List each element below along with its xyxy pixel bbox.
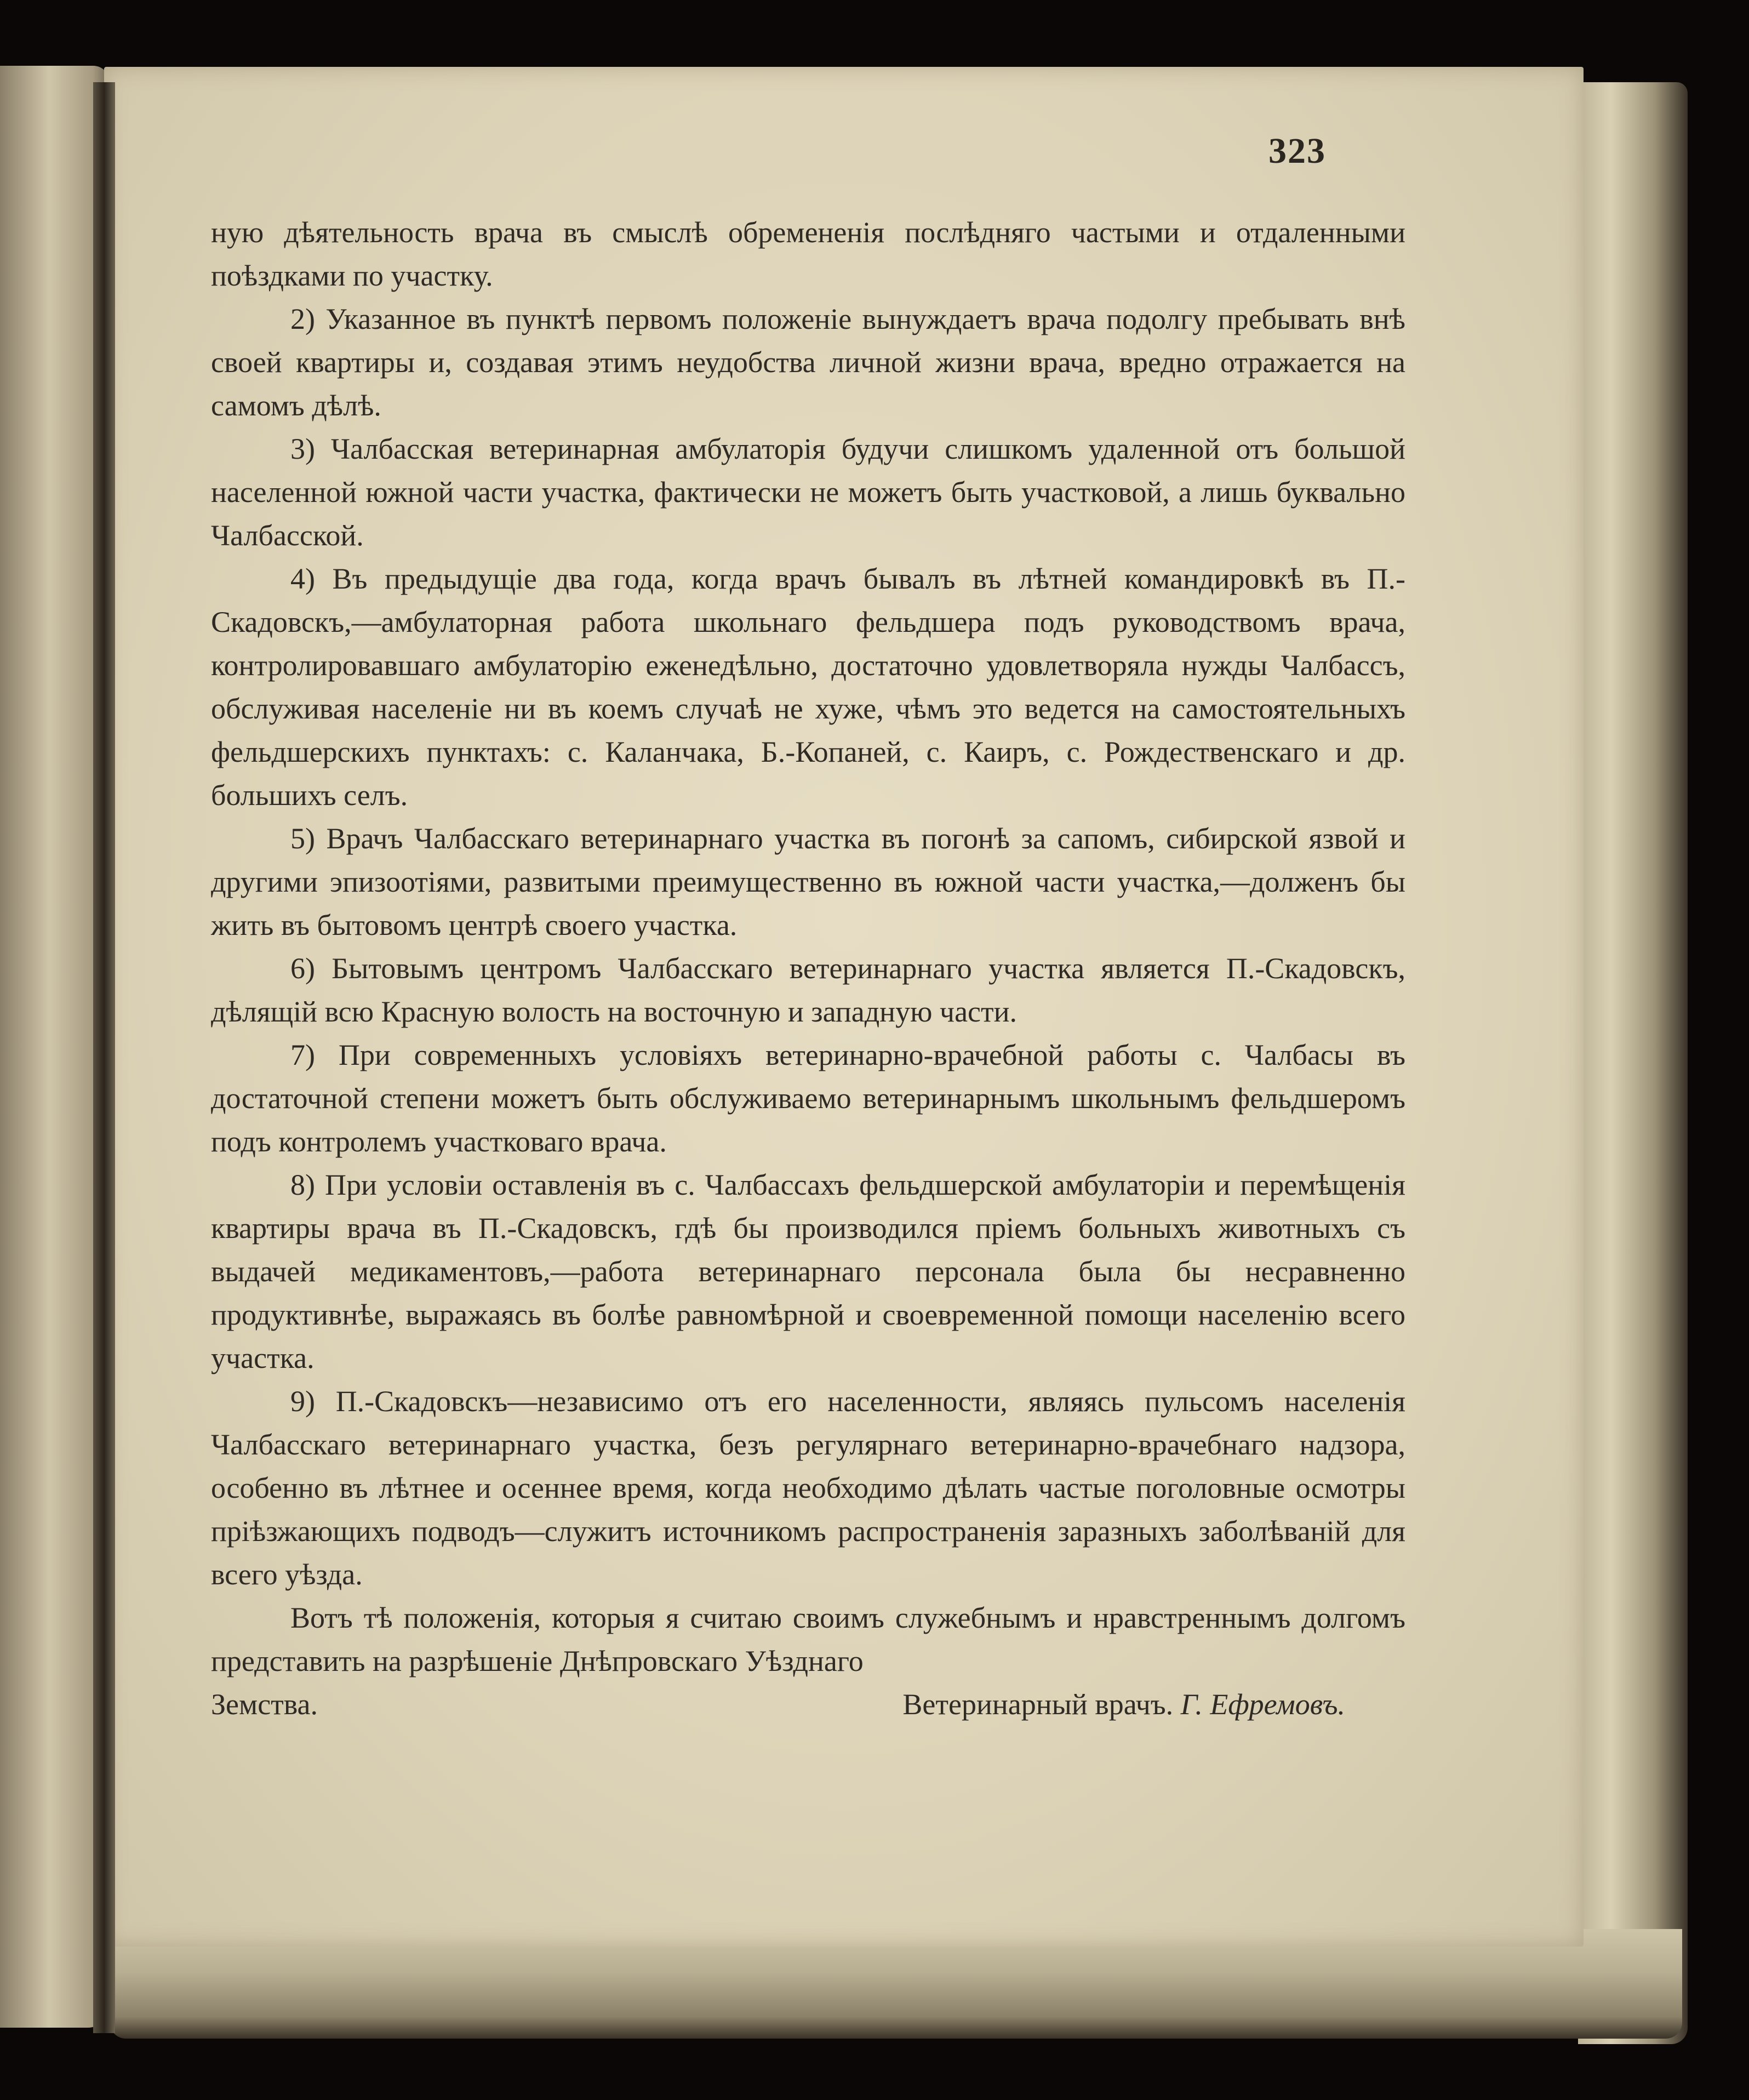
paragraph-point-4: 4) Въ предыдущіе два года, когда врачъ бывалъ въ лѣтней командировкѣ въ П.-Скадовскъ,—амбулаторная работа школьнаго фельдшера подъ руководствомъ врача, контролировавшаго амбулаторію еженедѣльно, достаточно удовлетворяла нужды Чалбассъ, обслуживая населеніе ни въ коемъ случаѣ не хуже, чѣмъ это ведется на самостоятельныхъ фельдшерскихъ пунктахъ: с. Каланчака, Б.-Копаней, с. Каиръ, с. Рождественскаго и др. большихъ селъ. bbox=[211, 562, 1405, 812]
book-gutter bbox=[93, 82, 115, 2033]
signature-title: Ветеринарный врачъ. bbox=[902, 1688, 1174, 1721]
closing-last-word: Земства. bbox=[211, 1688, 318, 1721]
paragraph-point-9: 9) П.-Скадовскъ—независимо отъ его населенности, являясь пульсомъ населенія Чалбасскаго ветеринарнаго участка, безъ регулярнаго ветеринарно-врачебнаго надзора, особенно въ лѣтнее и осеннее время, когда необходимо дѣлать частые поголовные осмотры пріѣзжающихъ подводъ—служитъ источникомъ распространенія заразныхъ заболѣваній для всего уѣзда. bbox=[211, 1385, 1405, 1591]
paragraph-point-2: 2) Указанное въ пунктѣ первомъ положеніе вынуждаетъ врача подолгу пребывать внѣ своей квартиры и, создавая этимъ неудобства личной жизни врача, вредно отражается на самомъ дѣлѣ. bbox=[211, 303, 1405, 422]
signature bbox=[902, 1683, 1405, 1726]
paragraph-point-5: 5) Врачъ Чалбасскаго ветеринарнаго участка въ погонѣ за сапомъ, сибирской язвой и другими эпизоотіями, развитыми преимущественно въ южной части участка,—долженъ бы жить въ бытовомъ центрѣ своего участка. bbox=[211, 822, 1405, 941]
signature-line bbox=[211, 1683, 1405, 1726]
paragraph-continuation: ную дѣятельность врача въ смыслѣ обремененія послѣдняго частыми и отдаленными поѣздками по участку. bbox=[211, 216, 1405, 292]
page-number: 323 bbox=[1268, 131, 1326, 171]
paragraph-point-3: 3) Чалбасская ветеринарная амбулаторія будучи слишкомъ удаленной отъ большой населенной южной части участка, фактически не можетъ быть участковой, а лишь буквально Чалбасской. bbox=[211, 432, 1405, 552]
signature-name: Г. Ефремовъ. bbox=[1180, 1688, 1345, 1721]
paragraph-point-6: 6) Бытовымъ центромъ Чалбасскаго ветеринарнаго участка является П.-Скадовскъ, дѣлящій всю Красную волость на восточную и западную части. bbox=[211, 952, 1405, 1028]
right-page-stack-edge bbox=[1578, 82, 1688, 2044]
page-body-text bbox=[211, 211, 1405, 1726]
paragraph-point-8: 8) При условіи оставленія въ с. Чалбассахъ фельдшерской амбулаторіи и перемѣщенія квартиры врача въ П.-Скадовскъ, гдѣ бы производился пріемъ больныхъ животныхъ съ выдачей медикаментовъ,—работа ветеринарнаго персонала была бы несравненно продуктивнѣе, выражаясь въ болѣе равномѣрной и своевременной помощи населенію всего участка. bbox=[211, 1168, 1405, 1374]
paragraph-point-7: 7) При современныхъ условіяхъ ветеринарно-врачебной работы с. Чалбасы въ достаточной степени можетъ быть обслуживаемо ветеринарнымъ школьнымъ фельдшеромъ подъ контролемъ участковаго врача. bbox=[211, 1038, 1405, 1158]
paragraph-closing: Вотъ тѣ положенія, которыя я считаю своимъ служебнымъ и нравстреннымъ долгомъ представить на разрѣшеніе Днѣпровскаго Уѣзднаго bbox=[211, 1601, 1405, 1677]
